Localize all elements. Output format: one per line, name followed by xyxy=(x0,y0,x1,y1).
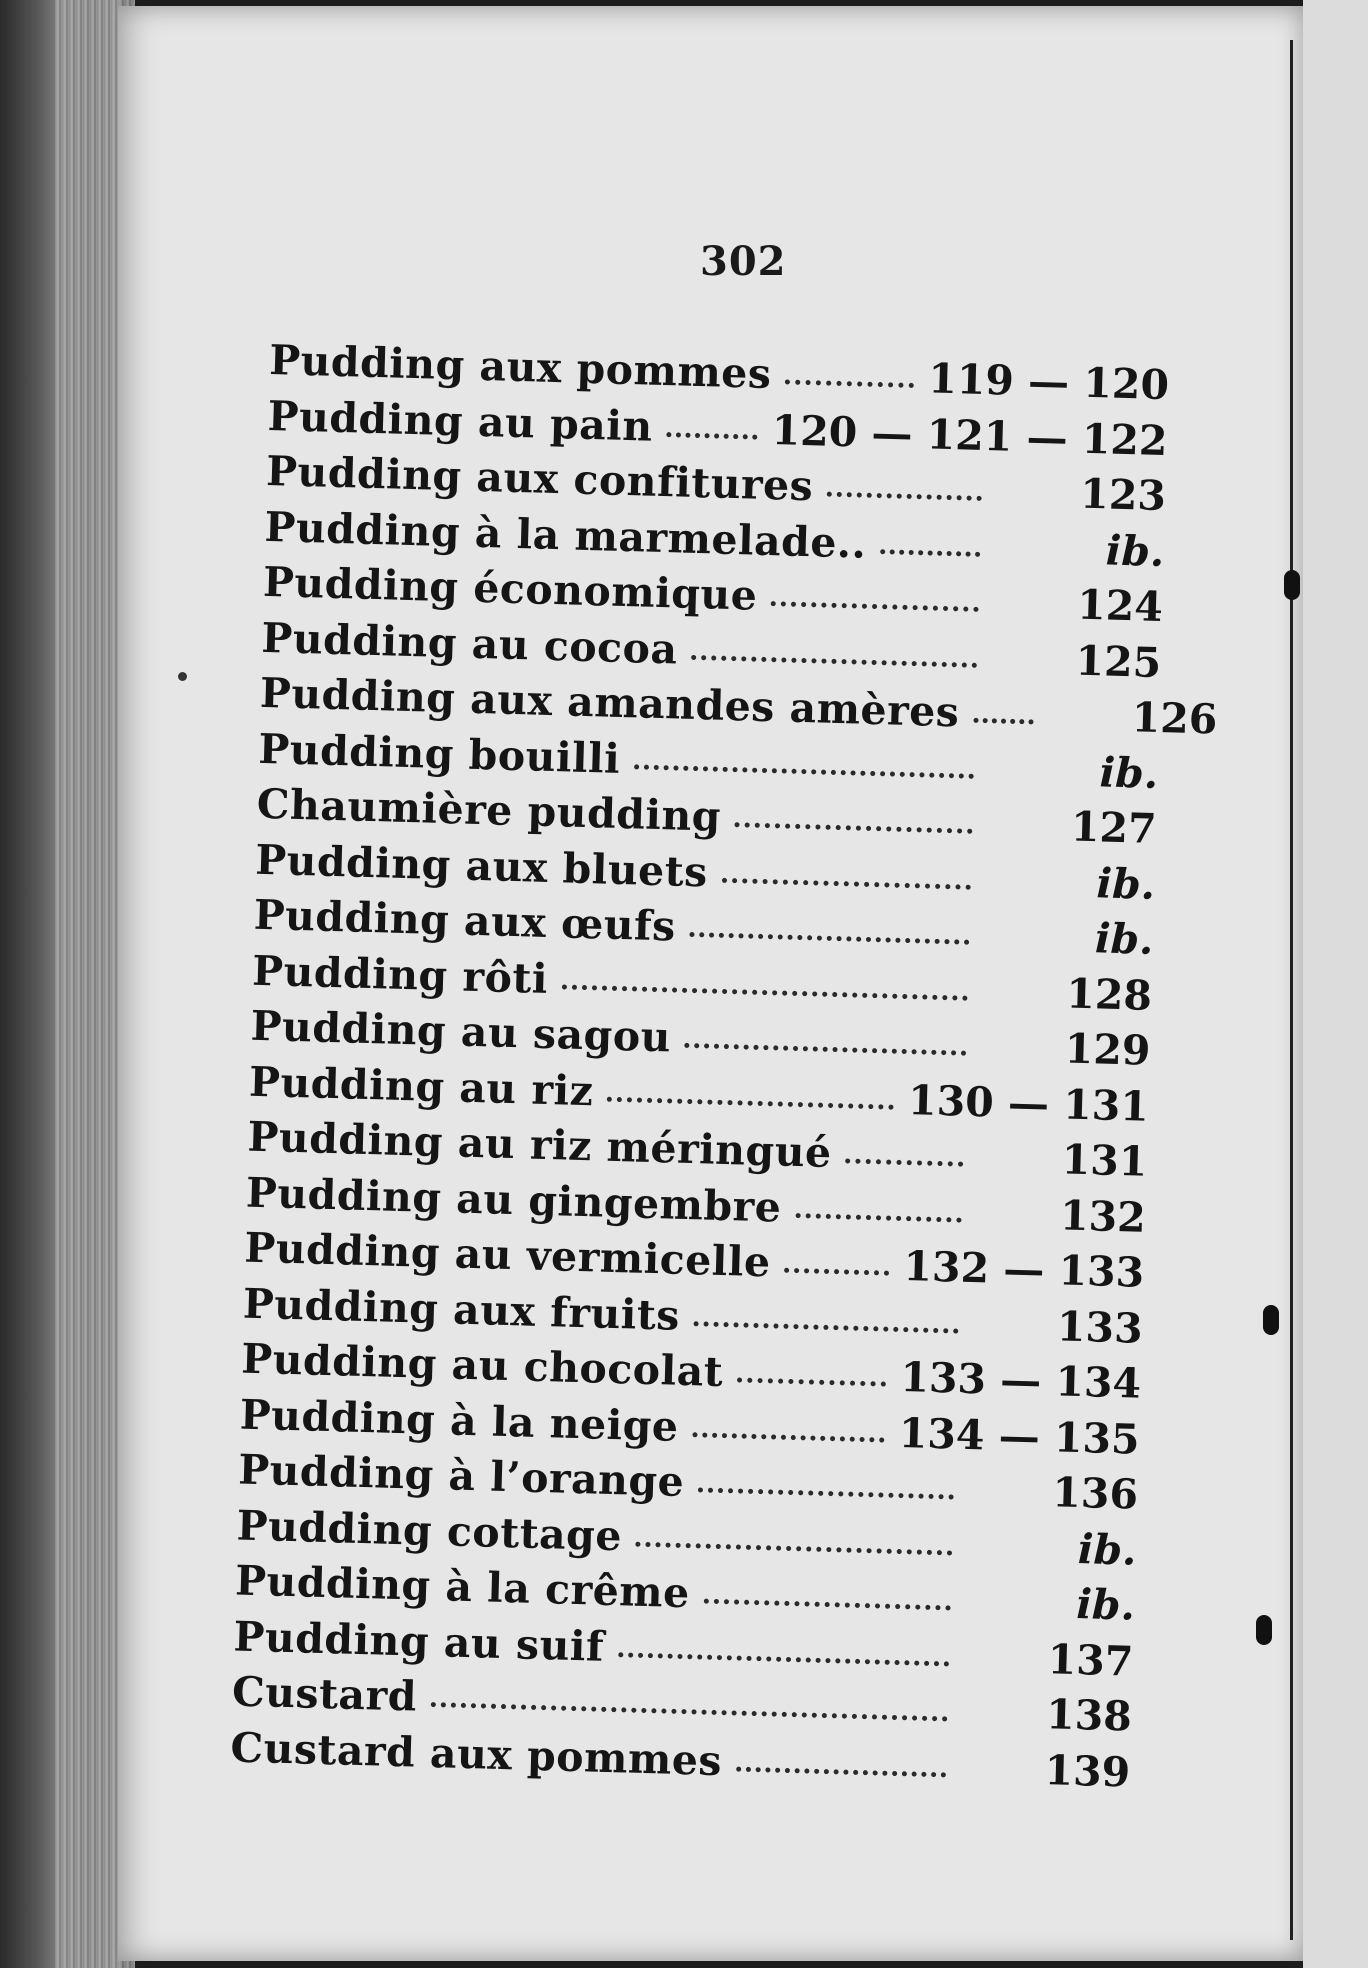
dot-leader xyxy=(735,822,973,834)
entry-title: Pudding au suif xyxy=(233,1612,605,1671)
table-of-contents xyxy=(229,336,1218,1804)
entry-pages: 119 — 120 xyxy=(927,354,1170,410)
entry-pages: 133 xyxy=(1056,1301,1144,1353)
dot-leader xyxy=(845,1158,963,1166)
entry-pages: 123 xyxy=(1079,469,1167,521)
entry-title: Pudding au pain xyxy=(267,391,654,451)
dot-leader xyxy=(692,1432,885,1442)
dot-leader xyxy=(618,1652,949,1666)
dot-leader xyxy=(703,1599,950,1611)
entry-pages: 124 xyxy=(1076,580,1164,632)
entry-pages: ib. xyxy=(1098,747,1159,798)
dot-leader xyxy=(691,654,977,667)
ink-speck xyxy=(178,672,187,681)
entry-title: Pudding à la marmelade.. xyxy=(264,502,868,568)
dot-leader xyxy=(685,1043,967,1056)
dot-leader xyxy=(431,1702,948,1721)
entry-title: Chaumière pudding xyxy=(256,779,722,841)
entry-title: Pudding aux confitures xyxy=(265,446,814,511)
entry-pages: ib. xyxy=(1077,1524,1138,1575)
entry-title: Pudding aux bluets xyxy=(254,835,709,896)
entry-pages: 125 xyxy=(1075,636,1162,687)
dot-leader xyxy=(785,379,914,388)
entry-pages: 126 xyxy=(1131,693,1218,744)
binding-clip-bottom xyxy=(1256,1615,1272,1645)
entry-title: Pudding au riz méringué xyxy=(246,1112,833,1177)
dot-leader xyxy=(795,1213,962,1223)
entry-title: Custard xyxy=(231,1667,418,1721)
entry-title: Pudding au gingembre xyxy=(245,1168,783,1232)
entry-title: Pudding cottage xyxy=(236,1501,623,1560)
dot-leader xyxy=(607,1096,894,1109)
dot-leader xyxy=(562,984,968,1000)
dot-leader xyxy=(827,492,982,501)
entry-title: Pudding rôti xyxy=(251,946,549,1003)
entry-title: Pudding économique xyxy=(262,557,758,620)
entry-pages: 134 — 135 xyxy=(898,1408,1141,1464)
dot-leader xyxy=(771,601,979,612)
entry-title: Pudding au sagou xyxy=(250,1001,672,1062)
dot-leader xyxy=(973,718,1033,725)
dot-leader xyxy=(736,1766,946,1777)
dot-leader xyxy=(784,1268,889,1276)
binding-clip-top xyxy=(1284,570,1300,600)
entry-pages: 132 xyxy=(1059,1190,1147,1242)
entry-pages: 132 — 133 xyxy=(902,1242,1145,1297)
binding-clip-middle xyxy=(1263,1305,1279,1335)
entry-title: Pudding à la crême xyxy=(234,1556,691,1618)
entry-pages: ib. xyxy=(1075,1580,1136,1630)
page-number: 302 xyxy=(700,238,787,285)
dot-leader xyxy=(694,1321,959,1333)
entry-pages: ib. xyxy=(1105,525,1166,576)
entry-pages: 136 xyxy=(1051,1468,1139,1519)
entry-pages: 120 — 121 — 122 xyxy=(771,405,1169,465)
entry-title: Pudding à la neige xyxy=(239,1390,680,1451)
entry-title: Pudding aux œufs xyxy=(253,890,677,951)
entry-pages: ib. xyxy=(1095,858,1156,909)
entry-pages: 137 xyxy=(1047,1634,1135,1686)
dot-leader xyxy=(880,549,980,557)
entry-pages: 128 xyxy=(1065,969,1153,1020)
entry-pages: 138 xyxy=(1045,1690,1133,1741)
entry-pages: ib. xyxy=(1094,914,1155,964)
entry-pages: 133 — 134 xyxy=(899,1353,1142,1408)
entry-title: Pudding au cocoa xyxy=(260,613,679,673)
entry-title: Pudding aux pommes xyxy=(268,336,773,399)
entry-title: Pudding aux fruits xyxy=(242,1279,681,1340)
dot-leader xyxy=(634,764,974,778)
entry-pages: 131 xyxy=(1061,1135,1148,1186)
dot-leader xyxy=(721,877,970,889)
page-fold-line xyxy=(1290,40,1293,1940)
entry-title: Pudding au vermicelle xyxy=(243,1223,772,1287)
entry-title: Pudding à l’orange xyxy=(237,1445,685,1507)
entry-title: Pudding au chocolat xyxy=(240,1334,724,1397)
entry-pages: 139 xyxy=(1044,1745,1131,1797)
entry-pages: 130 — 131 xyxy=(907,1075,1150,1131)
entry-pages: 129 xyxy=(1064,1024,1152,1075)
entry-title: Pudding au riz xyxy=(248,1057,595,1115)
entry-pages: 127 xyxy=(1070,802,1158,853)
dot-leader xyxy=(698,1487,954,1499)
dot-leader xyxy=(666,432,757,440)
facing-page-edge xyxy=(1303,0,1368,1968)
entry-title: Custard aux pommes xyxy=(229,1722,723,1785)
dot-leader xyxy=(689,932,969,945)
entry-title: Pudding bouilli xyxy=(257,724,621,783)
dot-leader xyxy=(737,1377,886,1386)
dot-leader xyxy=(636,1541,953,1555)
entry-title: Pudding aux amandes amères xyxy=(259,668,961,737)
